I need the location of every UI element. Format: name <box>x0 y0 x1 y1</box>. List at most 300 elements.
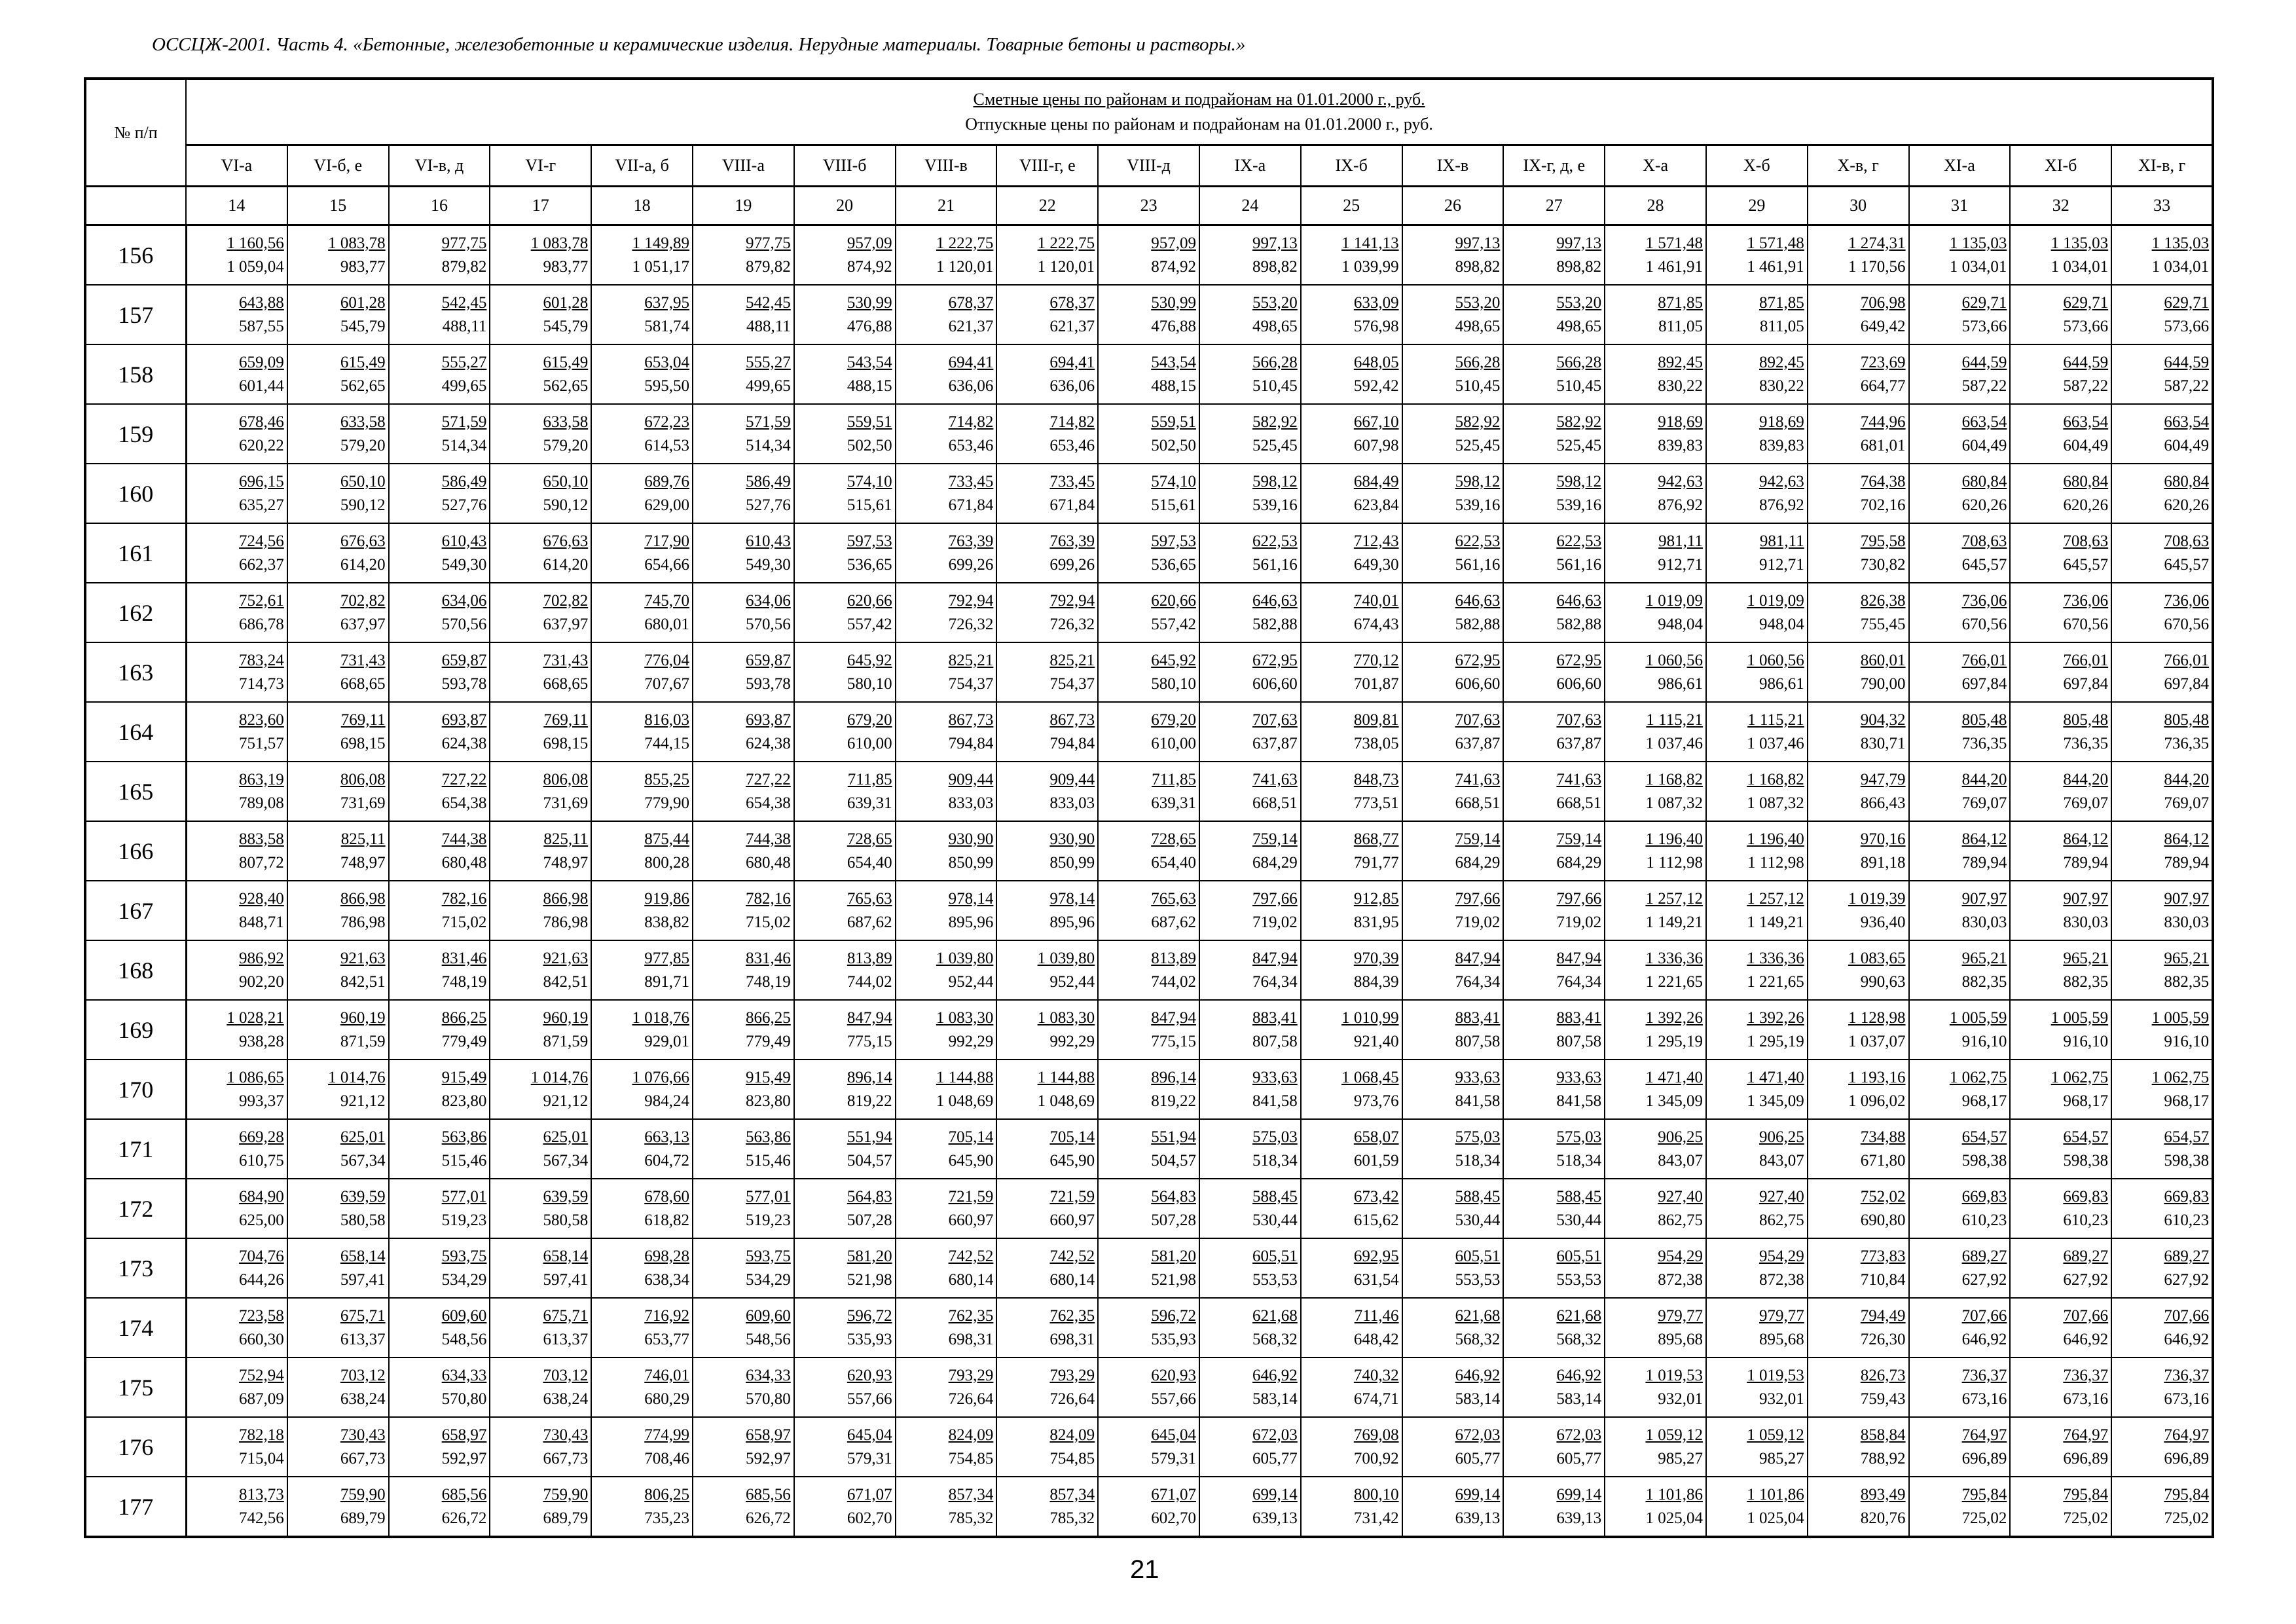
price-cell <box>693 404 794 464</box>
price-cell <box>2010 1417 2111 1477</box>
estimated-price: 875,44 <box>644 830 689 848</box>
release-price: 684,29 <box>1556 853 1602 872</box>
release-price: 715,04 <box>239 1449 284 1467</box>
estimated-price: 1 471,40 <box>1645 1068 1703 1086</box>
price-cell <box>1808 464 1909 523</box>
estimated-price: 741,63 <box>1455 770 1501 788</box>
estimated-price: 644,59 <box>1961 353 2007 371</box>
estimated-price: 1 115,21 <box>1747 710 1804 729</box>
price-cell <box>1199 583 1301 642</box>
estimated-price: 633,09 <box>1353 293 1399 312</box>
price-cell <box>794 1298 896 1357</box>
price-cell <box>1706 940 1808 1000</box>
estimated-price: 825,11 <box>543 830 589 848</box>
estimated-price: 909,44 <box>1049 770 1095 788</box>
price-cell <box>591 821 693 881</box>
price-cell <box>1199 881 1301 940</box>
price-cell <box>1605 821 1706 881</box>
release-price: 1 034,01 <box>1949 257 2007 276</box>
release-price: 579,31 <box>847 1449 892 1467</box>
release-price: 539,16 <box>1252 496 1298 514</box>
price-cell <box>1199 464 1301 523</box>
release-price: 498,65 <box>1455 317 1501 335</box>
region-header: VI-а <box>186 145 287 187</box>
estimated-price: 896,14 <box>847 1068 892 1086</box>
price-cell <box>896 404 997 464</box>
release-price: 527,76 <box>441 496 487 514</box>
release-price: 610,00 <box>847 734 892 752</box>
estimated-price: 582,92 <box>1556 413 1602 431</box>
estimated-price: 601,28 <box>340 293 386 312</box>
release-price: 929,01 <box>644 1032 689 1050</box>
price-cell <box>693 1238 794 1298</box>
estimated-price: 605,51 <box>1556 1247 1602 1265</box>
column-number-row <box>85 187 2213 225</box>
column-number: 28 <box>1605 187 1706 225</box>
release-price: 1 037,07 <box>1848 1032 1906 1050</box>
price-cell <box>896 583 997 642</box>
estimated-price: 1 135,03 <box>1949 234 2007 252</box>
estimated-price: 676,63 <box>543 532 589 550</box>
price-cell <box>2010 762 2111 821</box>
estimated-price: 555,27 <box>746 353 791 371</box>
price-cell <box>186 1238 287 1298</box>
estimated-price: 542,45 <box>441 293 487 312</box>
release-price: 1 170,56 <box>1848 257 1906 276</box>
estimated-price: 794,49 <box>1860 1306 1906 1325</box>
estimated-price: 740,01 <box>1353 591 1399 610</box>
column-number: 20 <box>794 187 896 225</box>
estimated-price: 766,01 <box>1961 651 2007 669</box>
table-row <box>85 702 2213 762</box>
region-header: IX-б <box>1301 145 1402 187</box>
release-price: 1 037,46 <box>1645 734 1703 752</box>
release-price: 573,66 <box>1961 317 2007 335</box>
release-price: 606,60 <box>1556 674 1602 693</box>
estimated-price: 663,54 <box>1961 413 2007 431</box>
release-price: 936,40 <box>1860 913 1906 931</box>
estimated-price: 752,02 <box>1860 1187 1906 1206</box>
price-cell <box>1909 583 2011 642</box>
release-price: 498,65 <box>1252 317 1298 335</box>
release-price: 535,93 <box>847 1330 892 1348</box>
table-row <box>85 881 2213 940</box>
release-price: 539,16 <box>1455 496 1501 514</box>
release-price: 696,89 <box>2063 1449 2109 1467</box>
price-cell <box>389 1298 490 1357</box>
column-number: 14 <box>186 187 287 225</box>
price-cell <box>693 881 794 940</box>
release-price: 830,71 <box>1860 734 1906 752</box>
estimated-price: 736,37 <box>2063 1366 2109 1384</box>
price-cell <box>1909 1238 2011 1298</box>
release-price: 993,37 <box>239 1092 284 1110</box>
estimated-price: 942,63 <box>1658 472 1703 490</box>
price-cell <box>1402 1000 1504 1060</box>
estimated-price: 563,86 <box>746 1128 791 1146</box>
estimated-price: 593,75 <box>746 1247 791 1265</box>
estimated-price: 706,98 <box>1860 293 1906 312</box>
column-number: 32 <box>2010 187 2111 225</box>
price-cell <box>1402 1060 1504 1119</box>
price-cell <box>1098 1357 1199 1417</box>
table-row <box>85 583 2213 642</box>
price-cell <box>490 1357 591 1417</box>
price-cell <box>896 881 997 940</box>
release-price: 625,00 <box>239 1211 284 1229</box>
price-cell <box>186 1477 287 1537</box>
estimated-price: 672,03 <box>1455 1426 1501 1444</box>
estimated-price: 1 135,03 <box>2151 234 2210 252</box>
estimated-price: 809,81 <box>1353 710 1399 729</box>
release-price: 779,90 <box>644 794 689 812</box>
estimated-price: 1 336,36 <box>1645 949 1703 967</box>
release-price: 874,92 <box>847 257 892 276</box>
price-cell <box>1605 702 1706 762</box>
price-cell <box>591 642 693 702</box>
release-price: 872,38 <box>1658 1270 1703 1289</box>
price-cell <box>2010 642 2111 702</box>
estimated-price: 782,18 <box>239 1426 284 1444</box>
price-cell <box>996 404 1098 464</box>
release-price: 654,38 <box>441 794 487 812</box>
estimated-price: 765,63 <box>1151 889 1196 908</box>
release-price: 833,03 <box>948 794 994 812</box>
release-price: 715,02 <box>746 913 791 931</box>
release-price: 968,17 <box>2164 1092 2210 1110</box>
estimated-price: 736,06 <box>2164 591 2210 610</box>
price-cell <box>794 464 896 523</box>
estimated-price: 622,53 <box>1455 532 1501 550</box>
estimated-price: 577,01 <box>441 1187 487 1206</box>
release-price: 731,69 <box>340 794 386 812</box>
price-cell <box>1199 1179 1301 1238</box>
release-price: 731,42 <box>1353 1509 1399 1527</box>
price-cell <box>2010 344 2111 404</box>
price-cell <box>1909 1417 2011 1477</box>
estimated-price: 824,09 <box>948 1426 994 1444</box>
estimated-price: 1 083,78 <box>328 234 386 252</box>
estimated-price: 1 257,12 <box>1645 889 1703 908</box>
price-cell <box>2010 1000 2111 1060</box>
price-table <box>84 77 2214 1538</box>
price-cell <box>490 881 591 940</box>
price-cell <box>1199 1060 1301 1119</box>
estimated-price: 1 039,80 <box>1037 949 1095 967</box>
estimated-price: 805,48 <box>2063 710 2109 729</box>
release-price: 841,58 <box>1252 1092 1298 1110</box>
estimated-price: 730,43 <box>340 1426 386 1444</box>
estimated-price: 581,20 <box>847 1247 892 1265</box>
release-price: 637,97 <box>340 615 386 633</box>
price-cell <box>1808 225 1909 286</box>
release-price: 579,20 <box>543 436 589 454</box>
estimated-price: 645,04 <box>1151 1426 1196 1444</box>
estimated-price: 904,32 <box>1860 710 1906 729</box>
price-cell <box>693 583 794 642</box>
price-cell <box>2111 1417 2213 1477</box>
release-price: 841,58 <box>1556 1092 1602 1110</box>
price-cell <box>1402 1179 1504 1238</box>
release-price: 668,65 <box>543 674 589 693</box>
estimated-price: 744,38 <box>441 830 487 848</box>
price-cell <box>1402 762 1504 821</box>
column-number: 31 <box>1909 187 2011 225</box>
price-cell <box>2111 285 2213 344</box>
release-price: 660,30 <box>239 1330 284 1348</box>
release-price: 519,23 <box>441 1211 487 1229</box>
release-price: 570,56 <box>746 615 791 633</box>
release-price: 570,56 <box>441 615 487 633</box>
price-cell <box>1503 1119 1605 1179</box>
row-number: 161 <box>85 523 186 583</box>
region-header: VII-а, б <box>591 145 693 187</box>
release-price: 514,34 <box>746 436 791 454</box>
estimated-price: 633,58 <box>340 413 386 431</box>
estimated-price: 646,63 <box>1252 591 1298 610</box>
estimated-price: 933,63 <box>1252 1068 1298 1086</box>
region-header: X-в, г <box>1808 145 1909 187</box>
estimated-price: 930,90 <box>948 830 994 848</box>
price-cell <box>1301 940 1402 1000</box>
price-cell <box>1402 464 1504 523</box>
release-price: 800,28 <box>644 853 689 872</box>
estimated-price: 1 083,78 <box>530 234 589 252</box>
estimated-price: 582,92 <box>1252 413 1298 431</box>
price-cell <box>1199 702 1301 762</box>
estimated-price: 957,09 <box>1151 234 1196 252</box>
release-price: 876,92 <box>1759 496 1804 514</box>
estimated-price: 684,49 <box>1353 472 1399 490</box>
release-price: 604,72 <box>644 1151 689 1170</box>
price-cell <box>896 762 997 821</box>
estimated-price: 723,58 <box>239 1306 284 1325</box>
price-cell <box>794 1238 896 1298</box>
estimated-price: 844,20 <box>2164 770 2210 788</box>
price-cell <box>1098 1298 1199 1357</box>
estimated-price: 826,38 <box>1860 591 1906 610</box>
estimated-price: 816,03 <box>644 710 689 729</box>
price-cell <box>389 702 490 762</box>
release-price: 697,84 <box>1961 674 2007 693</box>
estimated-price: 711,85 <box>847 770 892 788</box>
release-price: 583,14 <box>1252 1390 1298 1408</box>
release-price: 580,58 <box>543 1211 589 1229</box>
column-number: 17 <box>490 187 591 225</box>
release-price: 510,45 <box>1455 377 1501 395</box>
release-price: 626,72 <box>441 1509 487 1527</box>
release-price: 902,20 <box>239 972 284 991</box>
estimated-price: 795,84 <box>2063 1485 2109 1504</box>
estimated-price: 669,83 <box>2164 1187 2210 1206</box>
release-price: 735,23 <box>644 1509 689 1527</box>
column-number: 29 <box>1706 187 1808 225</box>
release-price: 932,01 <box>1759 1390 1804 1408</box>
release-price: 786,98 <box>340 913 386 931</box>
price-cell <box>186 1179 287 1238</box>
estimated-price: 1 010,99 <box>1341 1008 1399 1027</box>
price-cell <box>693 523 794 583</box>
release-price: 1 149,21 <box>1747 913 1804 931</box>
estimated-price: 707,63 <box>1556 710 1602 729</box>
price-cell <box>1503 1357 1605 1417</box>
estimated-price: 553,20 <box>1556 293 1602 312</box>
price-cell <box>490 940 591 1000</box>
estimated-price: 813,89 <box>847 949 892 967</box>
estimated-price: 921,63 <box>543 949 589 967</box>
release-price: 604,49 <box>1961 436 2007 454</box>
table-row <box>85 1238 2213 1298</box>
estimated-price: 689,27 <box>2063 1247 2109 1265</box>
row-number: 171 <box>85 1119 186 1179</box>
estimated-price: 826,73 <box>1860 1366 1906 1384</box>
table-row <box>85 940 2213 1000</box>
release-price: 794,84 <box>948 734 994 752</box>
release-price: 1 087,32 <box>1747 794 1804 812</box>
release-price: 582,88 <box>1252 615 1298 633</box>
estimated-price: 672,95 <box>1455 651 1501 669</box>
estimated-price: 954,29 <box>1658 1247 1703 1265</box>
release-price: 769,07 <box>1961 794 2007 812</box>
estimated-price: 597,53 <box>1151 532 1196 550</box>
release-price: 548,56 <box>746 1330 791 1348</box>
price-cell <box>693 1357 794 1417</box>
release-price: 748,19 <box>441 972 487 991</box>
estimated-price: 736,37 <box>2164 1366 2210 1384</box>
release-price: 653,46 <box>1049 436 1095 454</box>
price-cell <box>1605 642 1706 702</box>
estimated-price: 773,83 <box>1860 1247 1906 1265</box>
release-price: 645,90 <box>1049 1151 1095 1170</box>
caption-estimated-prices: Сметные цены по районам и подрайонам на 01.01.2000 г., руб. <box>973 90 1425 109</box>
price-cell <box>794 404 896 464</box>
release-price: 590,12 <box>340 496 386 514</box>
estimated-price: 721,59 <box>948 1187 994 1206</box>
table-row <box>85 523 2213 583</box>
price-cell <box>1503 1238 1605 1298</box>
estimated-price: 824,09 <box>1049 1426 1095 1444</box>
price-cell <box>794 702 896 762</box>
price-cell <box>1503 285 1605 344</box>
price-cell <box>996 1298 1098 1357</box>
table-row <box>85 1357 2213 1417</box>
estimated-price: 928,40 <box>239 889 284 908</box>
price-cell <box>287 1298 389 1357</box>
price-cell <box>490 1238 591 1298</box>
estimated-price: 694,41 <box>1049 353 1095 371</box>
price-cell <box>1301 881 1402 940</box>
release-price: 598,38 <box>2164 1151 2210 1170</box>
release-price: 626,72 <box>746 1509 791 1527</box>
price-cell <box>186 344 287 404</box>
estimated-price: 831,46 <box>746 949 791 967</box>
estimated-price: 764,97 <box>2063 1426 2109 1444</box>
release-price: 1 112,98 <box>1747 853 1804 872</box>
release-price: 557,66 <box>847 1390 892 1408</box>
release-price: 568,32 <box>1252 1330 1298 1348</box>
price-cell <box>1301 285 1402 344</box>
price-cell <box>287 1000 389 1060</box>
estimated-price: 1 019,09 <box>1747 591 1804 610</box>
estimated-price: 1 059,12 <box>1747 1426 1804 1444</box>
estimated-price: 629,71 <box>1961 293 2007 312</box>
estimated-price: 825,21 <box>1049 651 1095 669</box>
release-price: 1 051,17 <box>632 257 689 276</box>
price-cell <box>1909 1298 2011 1357</box>
estimated-price: 707,66 <box>2164 1306 2210 1325</box>
release-price: 1 112,98 <box>1646 853 1703 872</box>
estimated-price: 942,63 <box>1759 472 1804 490</box>
price-cell <box>1301 1119 1402 1179</box>
price-cell <box>490 523 591 583</box>
estimated-price: 582,92 <box>1455 413 1501 431</box>
release-price: 686,78 <box>239 615 284 633</box>
price-cell <box>1199 1298 1301 1357</box>
release-price: 514,34 <box>441 436 487 454</box>
release-price: 823,80 <box>746 1092 791 1110</box>
estimated-price: 672,03 <box>1556 1426 1602 1444</box>
price-cell <box>591 404 693 464</box>
release-price: 769,07 <box>2063 794 2109 812</box>
price-cell <box>2111 702 2213 762</box>
release-price: 518,34 <box>1252 1151 1298 1170</box>
release-price: 671,84 <box>1049 496 1095 514</box>
estimated-price: 625,01 <box>543 1128 589 1146</box>
price-cell <box>1706 1238 1808 1298</box>
price-cell <box>1402 404 1504 464</box>
table-row <box>85 1179 2213 1238</box>
estimated-price: 979,77 <box>1759 1306 1804 1325</box>
price-cell <box>389 762 490 821</box>
estimated-price: 634,06 <box>441 591 487 610</box>
release-price: 590,12 <box>543 496 589 514</box>
release-price: 576,98 <box>1353 317 1399 335</box>
release-price: 636,06 <box>948 377 994 395</box>
release-price: 620,26 <box>1961 496 2007 514</box>
table-caption <box>186 79 2213 145</box>
estimated-price: 644,59 <box>2063 353 2109 371</box>
price-cell <box>1402 583 1504 642</box>
release-price: 775,15 <box>1151 1032 1196 1050</box>
estimated-price: 1 571,48 <box>1747 234 1804 252</box>
estimated-price: 543,54 <box>1151 353 1196 371</box>
estimated-price: 575,03 <box>1455 1128 1501 1146</box>
release-price: 488,11 <box>746 317 791 335</box>
estimated-price: 610,43 <box>746 532 791 550</box>
release-price: 507,28 <box>1151 1211 1196 1229</box>
price-cell <box>490 1179 591 1238</box>
price-cell <box>186 404 287 464</box>
price-cell <box>1808 1238 1909 1298</box>
release-price: 744,02 <box>847 972 892 991</box>
release-price: 668,51 <box>1252 794 1298 812</box>
release-price: 568,32 <box>1556 1330 1602 1348</box>
release-price: 1 461,91 <box>1747 257 1804 276</box>
release-price: 670,56 <box>2063 615 2109 633</box>
estimated-price: 793,29 <box>948 1366 994 1384</box>
release-price: 921,40 <box>1353 1032 1399 1050</box>
release-price: 921,12 <box>543 1092 589 1110</box>
price-cell <box>490 404 591 464</box>
release-price: 607,98 <box>1353 436 1399 454</box>
estimated-price: 970,39 <box>1353 949 1399 967</box>
release-price: 719,02 <box>1252 913 1298 931</box>
estimated-price: 654,57 <box>2164 1128 2210 1146</box>
price-cell <box>1301 821 1402 881</box>
estimated-price: 698,28 <box>644 1247 689 1265</box>
price-cell <box>1909 1477 2011 1537</box>
release-price: 684,29 <box>1252 853 1298 872</box>
